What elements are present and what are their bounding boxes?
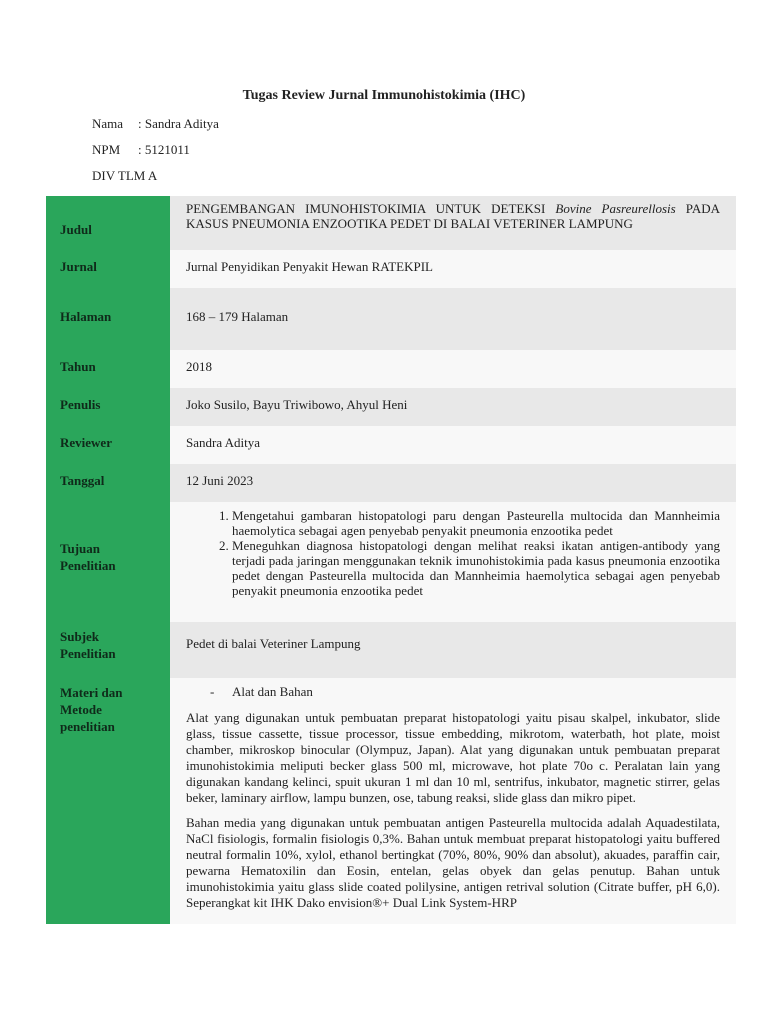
review-table: [46, 196, 736, 924]
row-materi: [46, 678, 736, 924]
tujuan-value: [170, 502, 736, 622]
tanggal-value: 12 Juni 2023: [170, 464, 736, 502]
meta-nama: [92, 116, 219, 132]
subjek-label: Subjek Penelitian: [46, 622, 170, 678]
row-subjek: [46, 622, 736, 678]
tujuan-item: 2. Meneguhkan diagnosa histopatologi dengan melihat reaksi ikatan antigen-antibody yang terjadi pada jaringan menggunakan teknik imunohistokimia pada kasus pneumonia enzootika pedet dengan Pasteurella multocida dan Mannheimia haemolytica sebagai agen penyebab penyakit pneumonia enzootika pedet: [232, 538, 720, 598]
row-penulis: [46, 388, 736, 426]
row-tanggal: [46, 464, 736, 502]
tanggal-label: Tanggal: [46, 464, 170, 502]
class-label: DIV TLM A: [92, 168, 158, 183]
reviewer-value: Sandra Aditya: [170, 426, 736, 464]
penulis-label: Penulis: [46, 388, 170, 426]
reviewer-label: Reviewer: [46, 426, 170, 464]
row-judul: [46, 196, 736, 250]
judul-value: PENGEMBANGAN IMUNOHISTOKIMIA UNTUK DETEKSI Bovine Pasreurellosis PADA KASUS PNEUMONIA ENZOOTIKA PEDET DI BALAI VETERINER LAMPUNG: [170, 196, 736, 250]
nama-label: Nama: [92, 116, 124, 131]
document-title: Tugas Review Jurnal Immunohistokimia (IHC): [242, 88, 526, 103]
penulis-value: Joko Susilo, Bayu Triwibowo, Ahyul Heni: [170, 388, 736, 426]
jurnal-label: Jurnal: [46, 250, 170, 288]
row-tahun: [46, 350, 736, 388]
halaman-label: Halaman: [46, 288, 170, 350]
npm-label: NPM: [92, 142, 121, 157]
tujuan-label: Tujuan Penelitian: [46, 502, 170, 622]
materi-heading: - Alat dan Bahan: [210, 684, 313, 699]
meta-class: [92, 168, 157, 184]
judul-label: Judul: [46, 196, 170, 250]
materi-label: Materi dan Metode penelitian: [46, 678, 170, 924]
tahun-value: 2018: [170, 350, 736, 388]
row-halaman: [46, 288, 736, 350]
tujuan-list: [186, 502, 720, 598]
jurnal-value: Jurnal Penyidikan Penyakit Hewan RATEKPIL: [170, 250, 736, 288]
nama-value: : Sandra Aditya: [138, 116, 219, 131]
tahun-label: Tahun: [46, 350, 170, 388]
row-reviewer: [46, 426, 736, 464]
npm-value: : 5121011: [138, 142, 190, 157]
halaman-value: 168 – 179 Halaman: [170, 288, 736, 350]
row-tujuan: [46, 502, 736, 622]
tujuan-item: 1. Mengetahui gambaran histopatologi paru dengan Pasteurella multocida dan Mannheimia haemolytica sebagai agen penyebab penyakit pneumonia enzootika pedet: [232, 508, 720, 538]
subjek-value: Pedet di balai Veteriner Lampung: [170, 622, 736, 678]
materi-paragraph-bahan: Bahan media yang digunakan untuk pembuatan antigen Pasteurella multocida adalah Aquadestilata, NaCl fisiologis, formalin fisiologis 0,3%. Bahan untuk membuat preparat histopatologi yaitu buffered neutral formalin 10%, xylol, ethanol bertingkat (70%, 80%, 90% dan absolut), akuades, paraffin cair, pewarna Hematoxilin dan Eosin, entelan, gelas obyek dan gelas penutup. Bahan untuk imunohistokimia yaitu glass slide coated polilysine, antigen retrival solution (Citrate buffer, pH 6,0). Seperangkat kit IHK Dako envision®+ Dual Link System-HRP: [186, 815, 720, 910]
meta-npm: [92, 142, 190, 158]
row-jurnal: [46, 250, 736, 288]
materi-paragraph-alat: Alat yang digunakan untuk pembuatan preparat histopatologi yaitu pisau skalpel, inkubator, slide glass, tissue cassette, tissue processor, tissue embedding, mikrotom, waterbath, hot plate, moist chamber, mikroskop binocular (Olympuz, Japan). Alat yang digunakan untuk pembuatan preparat imunohistokimia meliputi becker glass 500 ml, microwave, hot plate 70o c. Peralatan lain yang digunakan kandang kelinci, spuit ukuran 1 ml dan 10 ml, sentrifus, inkubator, magnetic stirrer, gelas beker, laminary airflow, lampu bunzen, ose, tabung reaksi, slide glass dan mikro pipet.: [186, 710, 720, 805]
materi-value: [170, 678, 736, 924]
